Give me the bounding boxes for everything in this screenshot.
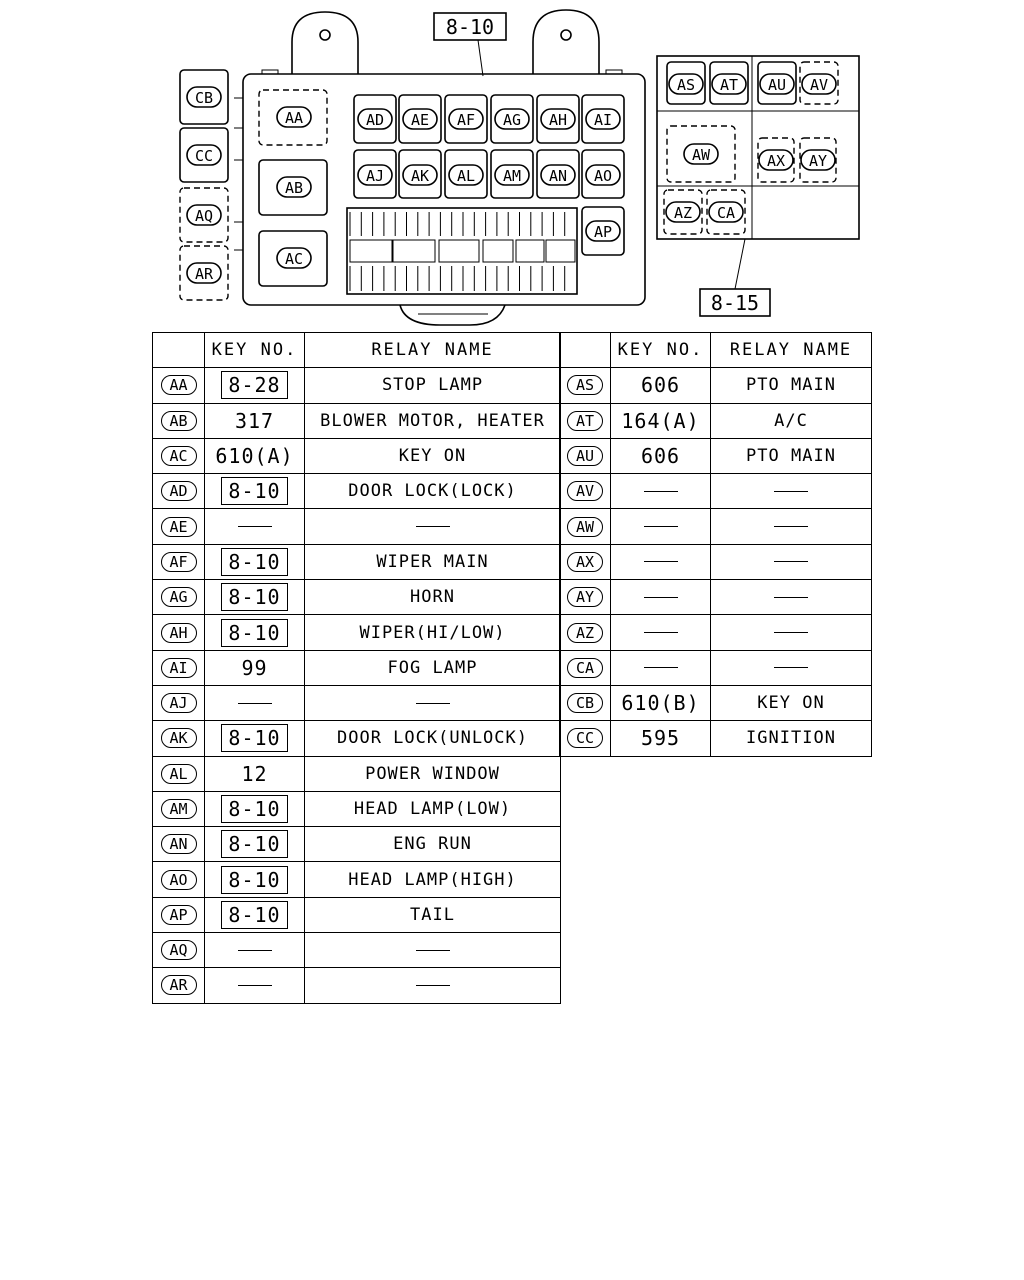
svg-text:AN: AN — [548, 167, 568, 185]
key-no-cell — [611, 615, 711, 650]
empty-dash — [238, 526, 272, 527]
relay-id-cell — [153, 968, 205, 1003]
relay-id-badge: AQ — [161, 940, 197, 960]
key-number: 610(B) — [621, 691, 700, 716]
key-no-cell — [205, 721, 305, 756]
empty-dash — [416, 526, 450, 527]
empty-dash — [774, 491, 808, 492]
table-row — [153, 721, 561, 756]
table-row — [153, 756, 561, 791]
svg-text:CB: CB — [194, 89, 214, 107]
key-ref-box: 8-10 — [221, 548, 287, 576]
relay-name-cell — [305, 685, 561, 720]
key-ref-box: 8-10 — [221, 901, 287, 929]
svg-text:AS: AS — [676, 76, 696, 94]
key-no-cell — [611, 438, 711, 473]
relay-id-badge: AU — [567, 446, 603, 466]
relay-name-cell: POWER WINDOW — [305, 756, 561, 791]
key-no-cell — [205, 968, 305, 1003]
header-relay-name: RELAY NAME — [305, 333, 561, 368]
svg-text:AW: AW — [691, 146, 711, 164]
table-row — [153, 615, 561, 650]
key-no-cell — [611, 544, 711, 579]
relay-id-badge: AD — [161, 481, 197, 501]
svg-text:8-10: 8-10 — [445, 15, 495, 39]
table-row — [153, 438, 561, 473]
relay-name-cell: KEY ON — [711, 685, 872, 720]
table-row — [560, 615, 872, 650]
empty-dash — [416, 985, 450, 986]
svg-text:AF: AF — [456, 111, 476, 129]
relay-id-badge: AC — [161, 446, 197, 466]
relay-id-cell — [560, 368, 611, 403]
table-row — [153, 650, 561, 685]
relay-name-cell: BLOWER MOTOR, HEATER — [305, 403, 561, 438]
relay-id-badge: AG — [161, 587, 197, 607]
key-no-cell — [205, 474, 305, 509]
header-key-no: KEY NO. — [611, 333, 711, 368]
relay-id-cell — [560, 544, 611, 579]
relay-id-cell — [153, 438, 205, 473]
callout-8-10 — [434, 13, 506, 76]
svg-text:AA: AA — [284, 109, 304, 127]
key-no-cell — [205, 403, 305, 438]
relay-label-am — [495, 165, 529, 185]
relay-label-ad — [358, 109, 392, 129]
relay-id-badge: AO — [161, 870, 197, 890]
relay-label-ak — [403, 165, 437, 185]
key-no-cell — [205, 580, 305, 615]
relay-name-cell: PTO MAIN — [711, 438, 872, 473]
table-row — [153, 933, 561, 968]
relay-name-cell: HEAD LAMP(HIGH) — [305, 862, 561, 897]
key-no-cell — [205, 615, 305, 650]
key-no-cell — [205, 897, 305, 932]
key-ref-box: 8-10 — [221, 830, 287, 858]
relay-name-cell: DOOR LOCK(LOCK) — [305, 474, 561, 509]
relay-label-cc — [187, 145, 221, 165]
key-number: 595 — [640, 726, 681, 751]
relay-name-cell: FOG LAMP — [305, 650, 561, 685]
relay-id-cell — [153, 685, 205, 720]
svg-text:AJ: AJ — [365, 167, 385, 185]
relay-id-cell — [560, 650, 611, 685]
relay-id-badge: AZ — [567, 623, 603, 643]
svg-text:AY: AY — [808, 152, 828, 170]
svg-text:AM: AM — [502, 167, 522, 185]
relay-name-cell — [711, 580, 872, 615]
svg-text:AI: AI — [593, 111, 613, 129]
relay-label-ac — [277, 248, 311, 268]
key-no-cell — [205, 862, 305, 897]
relay-name-cell — [305, 968, 561, 1003]
relay-label-ab — [277, 177, 311, 197]
key-number: 606 — [640, 444, 681, 469]
relay-label-au — [760, 74, 794, 94]
fuse-block — [347, 208, 577, 294]
svg-text:AB: AB — [284, 179, 304, 197]
table-row — [560, 368, 872, 403]
table-row — [153, 509, 561, 544]
table-row — [153, 580, 561, 615]
svg-text:CA: CA — [716, 204, 736, 222]
table-header-row — [560, 333, 872, 368]
table-row — [153, 862, 561, 897]
key-no-cell — [205, 509, 305, 544]
relay-name-cell: IGNITION — [711, 721, 872, 756]
key-no-cell — [611, 368, 711, 403]
svg-text:AL: AL — [456, 167, 476, 185]
relay-label-cb — [187, 87, 221, 107]
relay-name-cell — [711, 615, 872, 650]
key-number: 164(A) — [621, 408, 700, 433]
relay-name-cell: HORN — [305, 580, 561, 615]
relay-label-aa — [277, 107, 311, 127]
relay-label-ae — [403, 109, 437, 129]
svg-text:CC: CC — [194, 147, 214, 165]
relay-label-an — [541, 165, 575, 185]
table-row — [560, 438, 872, 473]
key-no-cell — [611, 685, 711, 720]
mounting-ear-right — [533, 10, 599, 74]
relay-id-cell — [560, 403, 611, 438]
relay-id-badge: CA — [567, 658, 603, 678]
key-no-cell — [611, 403, 711, 438]
empty-dash — [774, 667, 808, 668]
relay-name-cell — [305, 933, 561, 968]
key-number: 12 — [241, 761, 268, 786]
relay-id-badge: AB — [161, 411, 197, 431]
relay-id-badge: AI — [161, 658, 197, 678]
table-row — [153, 897, 561, 932]
relay-id-cell — [153, 474, 205, 509]
relay-name-cell — [711, 650, 872, 685]
relay-id-badge: CB — [567, 693, 603, 713]
relay-label-ar — [187, 263, 221, 283]
empty-dash — [774, 526, 808, 527]
empty-dash — [644, 491, 678, 492]
mounting-ear-left — [292, 12, 358, 74]
empty-dash — [644, 597, 678, 598]
relay-id-cell — [153, 544, 205, 579]
relay-id-badge: AA — [161, 375, 197, 395]
relay-id-cell — [560, 509, 611, 544]
relay-id-cell — [153, 756, 205, 791]
relay-name-cell: A/C — [711, 403, 872, 438]
relay-id-cell — [560, 438, 611, 473]
table-row — [560, 474, 872, 509]
key-no-cell — [611, 509, 711, 544]
key-ref-box: 8-10 — [221, 477, 287, 505]
svg-text:AT: AT — [719, 76, 739, 94]
table-row — [560, 685, 872, 720]
relay-label-aj — [358, 165, 392, 185]
empty-dash — [774, 632, 808, 633]
relay-id-cell — [560, 580, 611, 615]
relay-id-cell — [153, 791, 205, 826]
svg-text:AX: AX — [766, 152, 786, 170]
relay-name-cell — [305, 509, 561, 544]
relay-id-cell — [560, 685, 611, 720]
relay-box-diagram — [0, 0, 1024, 330]
key-no-cell — [611, 721, 711, 756]
empty-dash — [644, 632, 678, 633]
table-row — [153, 544, 561, 579]
key-no-cell — [205, 756, 305, 791]
relay-id-cell — [153, 403, 205, 438]
header-id-cell — [153, 333, 205, 368]
relay-table-left — [152, 332, 561, 1004]
right-relay-box — [657, 56, 859, 239]
relay-id-cell — [153, 721, 205, 756]
table-row — [560, 544, 872, 579]
empty-dash — [644, 561, 678, 562]
key-ref-box: 8-10 — [221, 583, 287, 611]
relay-name-cell: PTO MAIN — [711, 368, 872, 403]
key-no-cell — [205, 438, 305, 473]
key-number: 99 — [241, 655, 268, 680]
key-no-cell — [205, 933, 305, 968]
table-row — [153, 827, 561, 862]
key-ref-box: 8-10 — [221, 724, 287, 752]
relay-id-badge: AS — [567, 375, 603, 395]
svg-text:AU: AU — [767, 76, 787, 94]
key-ref-box: 8-28 — [221, 371, 287, 399]
table-row — [560, 721, 872, 756]
relay-label-as — [669, 74, 703, 94]
table-row — [153, 685, 561, 720]
header-relay-name: RELAY NAME — [711, 333, 872, 368]
empty-dash — [774, 561, 808, 562]
relay-name-cell — [711, 474, 872, 509]
relay-id-cell — [153, 580, 205, 615]
svg-text:AZ: AZ — [673, 204, 693, 222]
table-row — [153, 474, 561, 509]
key-no-cell — [205, 827, 305, 862]
relay-label-ah — [541, 109, 575, 129]
relay-label-ag — [495, 109, 529, 129]
relay-id-badge: AM — [161, 799, 197, 819]
relay-id-cell — [153, 650, 205, 685]
relay-id-cell — [153, 368, 205, 403]
relay-id-badge: AP — [161, 905, 197, 925]
svg-text:AQ: AQ — [194, 207, 214, 225]
relay-id-badge: AX — [567, 552, 603, 572]
relay-id-badge: AE — [161, 517, 197, 537]
table-row — [153, 368, 561, 403]
svg-text:AO: AO — [593, 167, 613, 185]
table-row — [153, 791, 561, 826]
relay-name-cell: WIPER MAIN — [305, 544, 561, 579]
empty-dash — [238, 985, 272, 986]
svg-text:AK: AK — [410, 167, 430, 185]
svg-text:AV: AV — [809, 76, 829, 94]
svg-text:AR: AR — [194, 265, 214, 283]
key-number: 606 — [640, 373, 681, 398]
relay-name-cell — [711, 509, 872, 544]
empty-dash — [238, 950, 272, 951]
key-no-cell — [205, 650, 305, 685]
key-ref-box: 8-10 — [221, 795, 287, 823]
relay-id-cell — [153, 862, 205, 897]
relay-name-cell: WIPER(HI/LOW) — [305, 615, 561, 650]
relay-label-ap — [586, 221, 620, 241]
empty-dash — [774, 597, 808, 598]
relay-id-cell — [560, 721, 611, 756]
empty-dash — [416, 703, 450, 704]
key-no-cell — [205, 368, 305, 403]
svg-text:AE: AE — [410, 111, 430, 129]
svg-text:AP: AP — [593, 223, 613, 241]
relay-name-cell: DOOR LOCK(UNLOCK) — [305, 721, 561, 756]
relay-label-af — [449, 109, 483, 129]
table-header-row — [153, 333, 561, 368]
svg-text:AG: AG — [502, 111, 522, 129]
relay-id-badge: AT — [567, 411, 603, 431]
key-no-cell — [611, 580, 711, 615]
empty-dash — [238, 703, 272, 704]
table-row — [153, 403, 561, 438]
header-key-no: KEY NO. — [205, 333, 305, 368]
relay-id-badge: AN — [161, 834, 197, 854]
relay-id-cell — [560, 474, 611, 509]
relay-label-ay — [801, 150, 835, 170]
svg-text:8-15: 8-15 — [710, 291, 760, 315]
relay-label-az — [666, 202, 700, 222]
relay-label-aw — [684, 144, 718, 164]
relay-label-ai — [586, 109, 620, 129]
relay-label-aq — [187, 205, 221, 225]
key-number: 610(A) — [215, 444, 294, 469]
key-ref-box: 8-10 — [221, 619, 287, 647]
key-no-cell — [205, 685, 305, 720]
relay-label-ao — [586, 165, 620, 185]
key-no-cell — [205, 791, 305, 826]
relay-table-right — [559, 332, 872, 757]
svg-text:AC: AC — [284, 250, 304, 268]
relay-id-badge: AL — [161, 764, 197, 784]
relay-id-badge: AH — [161, 623, 197, 643]
svg-text:AD: AD — [365, 111, 385, 129]
relay-name-cell: STOP LAMP — [305, 368, 561, 403]
relay-name-cell: HEAD LAMP(LOW) — [305, 791, 561, 826]
empty-dash — [644, 526, 678, 527]
relay-name-cell: KEY ON — [305, 438, 561, 473]
table-row — [560, 580, 872, 615]
relay-label-at — [712, 74, 746, 94]
main-relay-box — [243, 74, 645, 305]
relay-id-badge: CC — [567, 728, 603, 748]
relay-id-badge: AR — [161, 975, 197, 995]
relay-label-ax — [759, 150, 793, 170]
empty-dash — [416, 950, 450, 951]
relay-id-badge: AF — [161, 552, 197, 572]
table-row — [153, 968, 561, 1003]
relay-id-badge: AY — [567, 587, 603, 607]
table-row — [560, 509, 872, 544]
relay-id-badge: AV — [567, 481, 603, 501]
relay-name-cell: TAIL — [305, 897, 561, 932]
relay-id-cell — [560, 615, 611, 650]
key-ref-box: 8-10 — [221, 866, 287, 894]
table-row — [560, 650, 872, 685]
svg-text:AH: AH — [548, 111, 568, 129]
relay-id-badge: AW — [567, 517, 603, 537]
relay-id-cell — [153, 509, 205, 544]
relay-label-al — [449, 165, 483, 185]
relay-id-cell — [153, 933, 205, 968]
relay-id-cell — [153, 827, 205, 862]
relay-id-cell — [153, 615, 205, 650]
key-no-cell — [611, 474, 711, 509]
key-no-cell — [611, 650, 711, 685]
callout-8-15 — [700, 239, 770, 316]
empty-dash — [644, 667, 678, 668]
relay-id-cell — [153, 897, 205, 932]
key-no-cell — [205, 544, 305, 579]
header-id-cell — [560, 333, 611, 368]
relay-id-badge: AJ — [161, 693, 197, 713]
key-number: 317 — [234, 408, 275, 433]
relay-label-ca — [709, 202, 743, 222]
relay-name-cell — [711, 544, 872, 579]
relay-name-cell: ENG RUN — [305, 827, 561, 862]
relay-label-av — [802, 74, 836, 94]
relay-id-badge: AK — [161, 728, 197, 748]
table-row — [560, 403, 872, 438]
